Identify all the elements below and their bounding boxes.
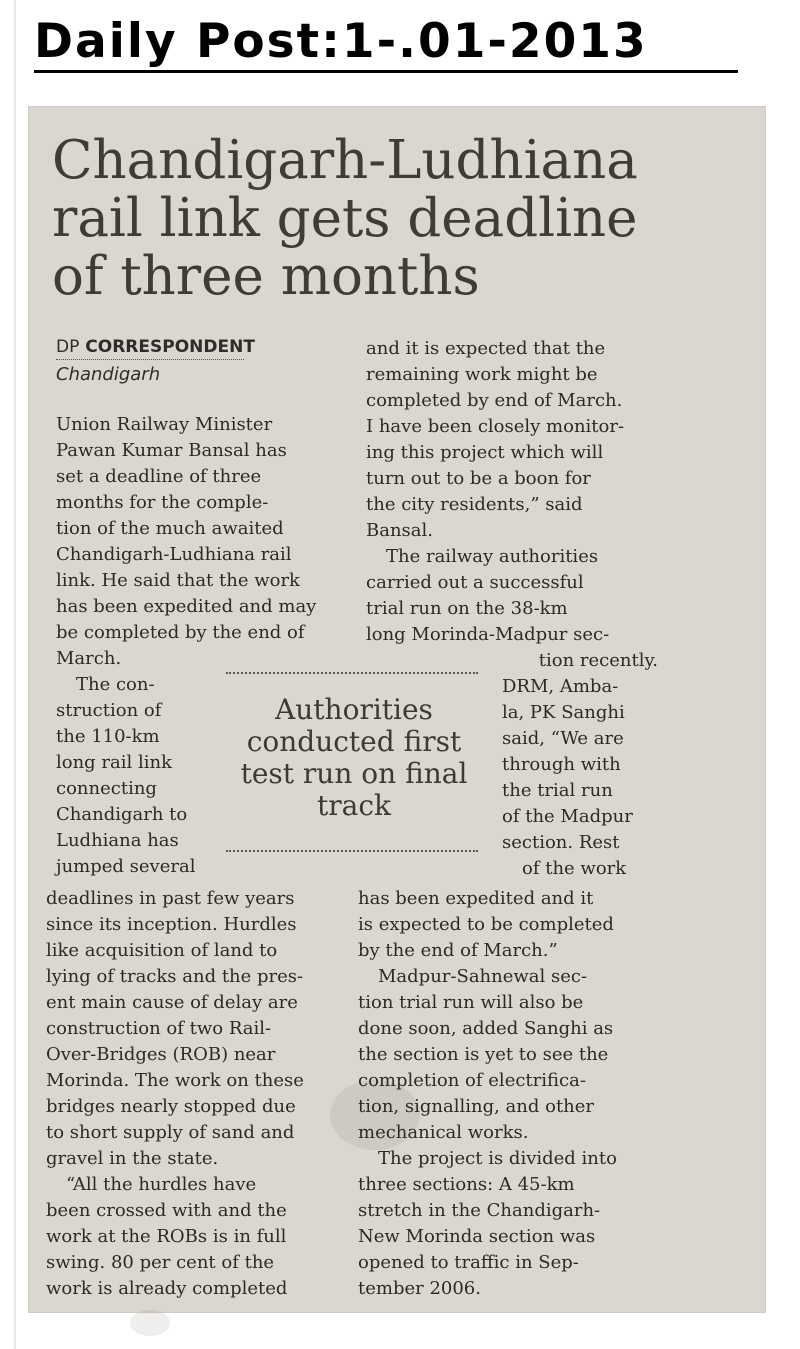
text-line: deadlines in past few years [46, 888, 295, 909]
text-line: swing. 80 per cent of the [46, 1252, 275, 1273]
text-line: by the end of March.” [358, 940, 558, 961]
text-line: remaining work might be [366, 364, 598, 385]
article-column-left-narrow [56, 672, 216, 880]
text-line: I have been closely monitor- [366, 416, 625, 437]
text-line: of the Madpur [502, 806, 633, 827]
text-line: Chandigarh-Ludhiana rail [56, 544, 292, 565]
text-line: la, PK Sanghi [502, 702, 625, 723]
text-line: tion recently. [538, 650, 658, 671]
text-line: lying of tracks and the pres- [46, 966, 304, 987]
article-column-right-narrow [502, 648, 658, 882]
title-underline [34, 70, 738, 73]
text-line: jumped several [56, 856, 196, 877]
text-line: work is already completed [46, 1278, 288, 1299]
text-line: completion of electrifica- [358, 1070, 586, 1091]
text-line: tion trial run will also be [358, 992, 584, 1013]
text-line: “All the hurdles have [66, 1174, 257, 1195]
text-line: Chandigarh to [56, 804, 188, 825]
text-line: through with [502, 754, 621, 775]
text-line: Ludhiana has [56, 830, 179, 851]
text-line: The railway authorities [386, 546, 599, 567]
text-line: ing this project which will [366, 442, 604, 463]
text-line: set a deadline of three [56, 466, 262, 487]
pull-quote-line: Authorities [275, 693, 433, 726]
text-line: long rail link [56, 752, 173, 773]
text-line: has been expedited and may [56, 596, 317, 617]
byline-prefix: DP [56, 337, 80, 357]
text-line: of the work [522, 858, 627, 879]
text-line: Morinda. The work on these [46, 1070, 304, 1091]
text-line: be completed by the end of [56, 622, 305, 643]
text-line: tion, signalling, and other [358, 1096, 595, 1117]
text-line: since its inception. Hurdles [46, 914, 297, 935]
headline-line-2: rail link gets deadline [52, 188, 638, 249]
text-line: Madpur-Sahnewal sec- [378, 966, 588, 987]
text-line: opened to traffic in Sep- [358, 1252, 579, 1273]
text-line: The project is divided into [378, 1148, 617, 1169]
page-margin-line [14, 0, 16, 1349]
text-line: tember 2006. [358, 1278, 481, 1299]
text-line: Over-Bridges (ROB) near [46, 1044, 276, 1065]
headline-line-1: Chandigarh-Ludhiana [52, 130, 638, 191]
text-line: DRM, Amba- [502, 676, 619, 697]
text-line: New Morinda section was [358, 1226, 596, 1247]
pull-quote [226, 672, 482, 856]
pull-quote-line: conducted first [246, 725, 462, 758]
byline-location: Chandigarh [56, 364, 161, 385]
text-line: struction of [56, 700, 162, 721]
text-line: mechanical works. [358, 1122, 529, 1143]
text-line: bridges nearly stopped due [46, 1096, 296, 1117]
article-headline [52, 132, 672, 306]
byline-role: CORRESPONDENT [85, 337, 255, 357]
text-line: and it is expected that the [366, 338, 606, 359]
text-line: like acquisition of land to [46, 940, 278, 961]
text-line: link. He said that the work [56, 570, 300, 591]
article-column-right-top [366, 336, 662, 648]
text-line: the city residents,” said [366, 494, 583, 515]
text-line: months for the comple- [56, 492, 269, 513]
pull-quote-top-rule [226, 672, 478, 674]
text-line: said, “We are [502, 728, 624, 749]
text-line: stretch in the Chandigarh- [358, 1200, 601, 1221]
text-line: turn out to be a boon for [366, 468, 591, 489]
byline [56, 336, 255, 387]
text-line: long Morinda-Madpur sec- [366, 624, 610, 645]
text-line: the trial run [502, 780, 613, 801]
article-column-left-bottom [46, 886, 346, 1302]
text-line: March. [56, 648, 122, 669]
pull-quote-text [226, 694, 482, 822]
newspaper-date-title: Daily Post:1-.01-2013 [34, 14, 648, 69]
text-line: completed by end of March. [366, 390, 623, 411]
text-line: work at the ROBs is in full [46, 1226, 287, 1247]
text-line: three sections: A 45-km [358, 1174, 575, 1195]
pull-quote-line: track [317, 789, 391, 822]
text-line: carried out a successful [366, 572, 584, 593]
text-line: the 110-km [56, 726, 160, 747]
text-line: ent main cause of delay are [46, 992, 298, 1013]
text-line: construction of two Rail- [46, 1018, 272, 1039]
text-line: trial run on the 38-km [366, 598, 568, 619]
text-line: section. Rest [502, 832, 620, 853]
text-line: Bansal. [366, 520, 433, 541]
pull-quote-bottom-rule [226, 850, 478, 852]
text-line: connecting [56, 778, 157, 799]
text-line: has been expedited and it [358, 888, 594, 909]
text-line: Pawan Kumar Bansal has [56, 440, 287, 461]
text-line: The con- [76, 674, 155, 695]
text-line: been crossed with and the [46, 1200, 287, 1221]
headline-line-3: of three months [52, 246, 480, 307]
text-line: gravel in the state. [46, 1148, 219, 1169]
article-column-right-bottom [358, 886, 658, 1302]
text-line: Union Railway Minister [56, 414, 273, 435]
pull-quote-line: test run on final [240, 757, 468, 790]
text-line: to short supply of sand and [46, 1122, 295, 1143]
byline-correspondent [56, 336, 255, 360]
print-smudge [130, 1310, 170, 1336]
text-line: done soon, added Sanghi as [358, 1018, 614, 1039]
text-line: the section is yet to see the [358, 1044, 609, 1065]
article-column-left-top [56, 412, 348, 672]
text-line: tion of the much awaited [56, 518, 284, 539]
text-line: is expected to be completed [358, 914, 614, 935]
